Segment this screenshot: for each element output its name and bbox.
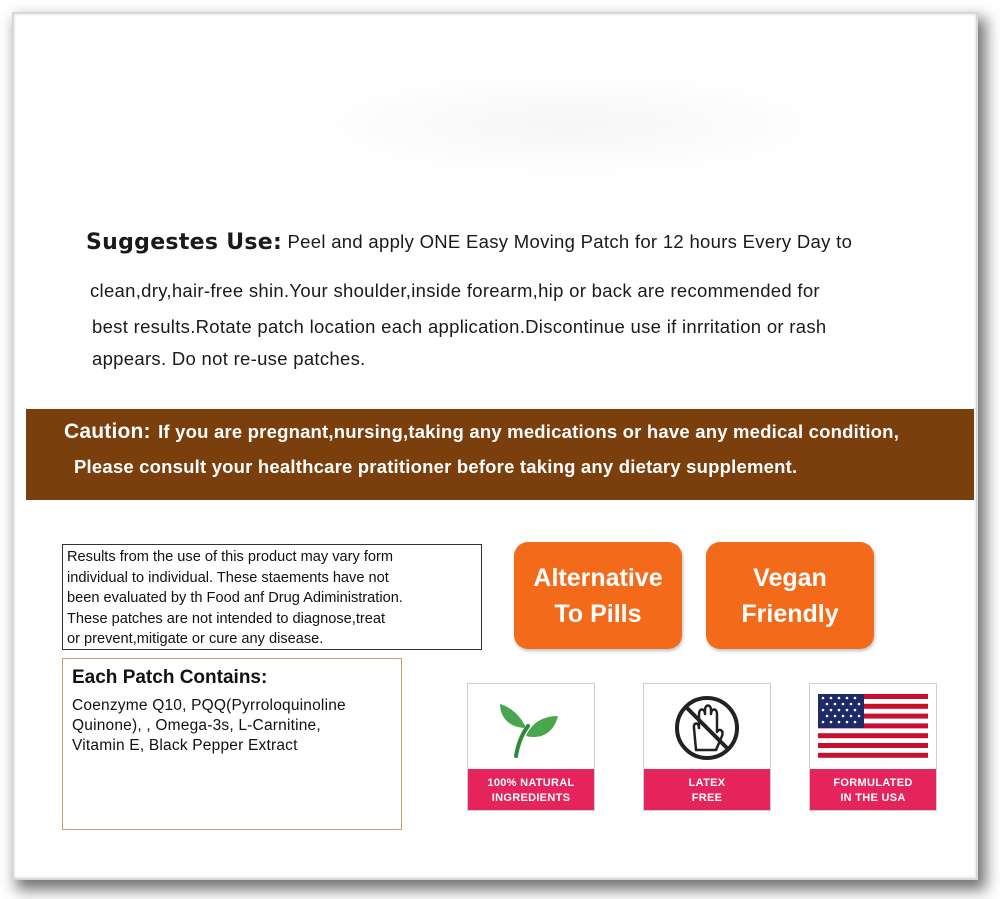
disclaimer-line: been evaluated by th Food anf Drug Adiministration. [67, 590, 403, 606]
badge-label-line: IN THE USA [840, 792, 906, 804]
made-in-usa-badge [809, 683, 937, 811]
badge-label [810, 769, 936, 810]
suggested-use-heading: Suggestes Use: [86, 230, 283, 255]
us-flag-icon [810, 684, 936, 770]
badge-label-line: FORMULATED [833, 777, 913, 789]
ingredients-box [62, 658, 402, 830]
suggested-use-line: Peel and apply ONE Easy Moving Patch for 12 hours Every Day to [287, 231, 853, 252]
no-glove-icon [644, 684, 770, 770]
badge-label-line: LATEX [688, 777, 726, 789]
badge-line: Friendly [741, 600, 839, 628]
badge-line: To Pills [554, 600, 642, 628]
disclaimer-line: or prevent,mitigate or cure any disease. [67, 631, 324, 647]
caution-text: If you are pregnant,nursing,taking any medications or have any medical condition, [158, 421, 900, 442]
disclaimer-line: Results from the use of this product may vary form [67, 549, 394, 565]
ingredients-line: Quinone), , Omega-3s, L-Carnitine, [72, 717, 321, 734]
disclaimer-line: These patches are not intended to diagnose,treat [67, 610, 386, 627]
suggested-use-line: best results.Rotate patch location each application.Discontinue use if inrritation or rash [92, 316, 827, 337]
caution-heading: Caution: [64, 420, 151, 443]
disclaimer-line: individual to individual. These staements have not [67, 569, 389, 586]
latex-free-badge [643, 683, 771, 811]
badge-label [468, 769, 594, 810]
caution-line [64, 420, 899, 444]
alternative-to-pills-badge [514, 542, 682, 649]
disclaimer-box [62, 544, 482, 650]
ingredients-line: Coenzyme Q10, PQQ(Pyrroloquinoline [72, 697, 346, 714]
suggested-use-line: appears. Do not re-use patches. [92, 348, 366, 369]
badge-label-line: INGREDIENTS [491, 792, 571, 804]
badge-label [644, 769, 770, 810]
ingredients-title: Each Patch Contains: [72, 667, 268, 688]
badge-line: Alternative [533, 564, 663, 592]
badge-label-line: FREE [691, 792, 723, 804]
badge-label-line: 100% NATURAL [487, 777, 575, 789]
vegan-friendly-badge [706, 542, 874, 649]
ingredients-line: Vitamin E, Black Pepper Extract [72, 737, 298, 754]
leaf-icon [468, 684, 594, 770]
suggested-use-line: clean,dry,hair-free shin.Your shoulder,inside forearm,hip or back are recommended for [90, 280, 820, 301]
faded-header-area [290, 70, 850, 180]
caution-text: Please consult your healthcare pratitioner before taking any dietary supplement. [74, 456, 798, 477]
natural-ingredients-badge [467, 683, 595, 811]
badge-line: Vegan [753, 564, 827, 592]
